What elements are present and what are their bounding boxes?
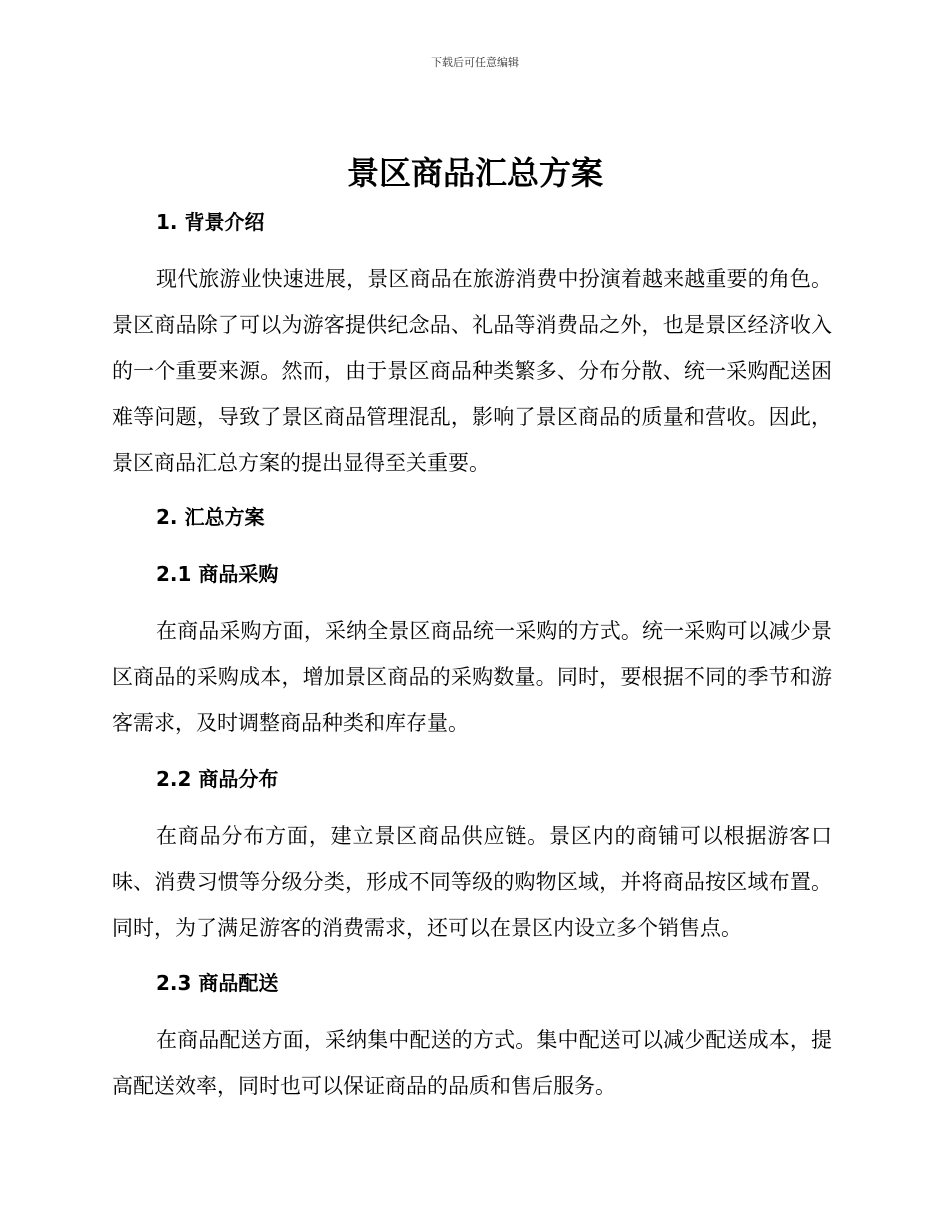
section-paragraph-delivery: 在商品配送方面，采纳集中配送的方式。集中配送可以减少配送成本，提高配送效率，同时也可以保证商品的品质和售后服务。 (112, 1028, 832, 1098)
section-heading-plan: 2. 汇总方案 (156, 505, 265, 529)
section-heading-background: 1. 背景介绍 (156, 210, 265, 234)
section-paragraph-procurement: 在商品采购方面，采纳全景区商品统一采购的方式。统一采购可以减少景区商品的采购成本，增加景区商品的采购数量。同时，要根据不同的季节和游客需求，及时调整商品种类和库存量。 (112, 619, 832, 735)
section-heading-delivery: 2.3 商品配送 (156, 971, 279, 995)
section-paragraph-distribution: 在商品分布方面，建立景区商品供应链。景区内的商铺可以根据游客口味、消费习惯等分级分类，形成不同等级的购物区域，并将商品按区域布置。同时，为了满足游客的消费需求，还可以在景区内设立多个销售点。 (112, 824, 832, 940)
document-title: 景区商品汇总方案 (346, 154, 603, 192)
section-heading-distribution: 2.2 商品分布 (156, 767, 279, 791)
header-note: 下载后可任意编辑 (431, 56, 519, 69)
section-heading-procurement: 2.1 商品采购 (156, 562, 279, 586)
section-paragraph-background: 现代旅游业快速进展，景区商品在旅游消费中扮演着越来越重要的角色。景区商品除了可以为游客提供纪念品、礼品等消费品之外，也是景区经济收入的一个重要来源。然而，由于景区商品种类繁多、分布分散、统一采购配送困难等问题，导致了景区商品管理混乱，影响了景区商品的质量和营收。因此，景区商品汇总方案的提出显得至关重要。 (112, 267, 832, 475)
